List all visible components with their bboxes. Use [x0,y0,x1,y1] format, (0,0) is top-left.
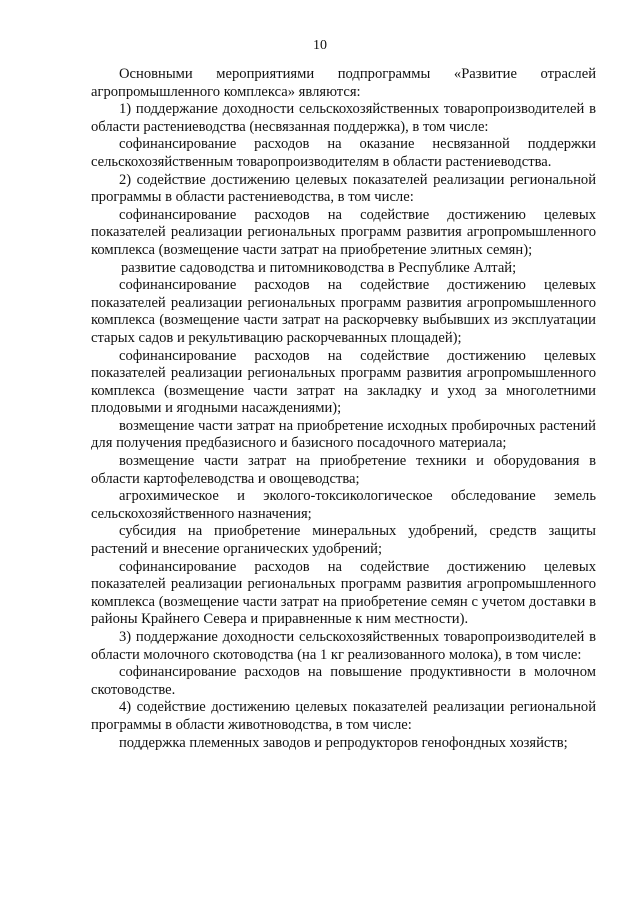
paragraph-subitem: софинансирование расходов на содействие достижению целевых показателей реализации региональных программ развития агропромышленного комплекса (возмещение части затрат на приобретение элитных семян); [91,206,596,258]
paragraph-subitem: софинансирование расходов на оказание несвязанной поддержки сельскохозяйственным товаропроизводителям в области растениеводства. [91,136,596,170]
paragraph-item-4: 4) содействие достижению целевых показателей реализации региональной программы в области животноводства, в том числе: [91,699,596,733]
paragraph-subitem: софинансирование расходов на содействие достижению целевых показателей реализации региональных программ развития агропромышленного комплекса (возмещение части затрат на раскорчевку выбывших из эксплуатации старых садов и рекультивацию раскорчеванных площадей); [91,277,596,346]
paragraph-item-2: 2) содействие достижению целевых показателей реализации региональной программы в области растениеводства, в том числе: [91,171,596,206]
paragraph-subitem: агрохимическое и эколого-токсикологическое обследование земель сельскохозяйственного назначения; [91,488,596,522]
paragraph-subitem: возмещение части затрат на приобретение техники и оборудования в области картофелеводства и овощеводства; [91,453,596,487]
paragraph-subitem: софинансирование расходов на содействие достижению целевых показателей реализации региональных программ развития агропромышленного комплекса (возмещение части затрат на приобретение семян с учетом доставки в районы Крайнего Севера и приравненные к ним местности). [91,558,596,628]
paragraph-subitem: возмещение части затрат на приобретение исходных пробирочных растений для получения предбазисного и базисного посадочного материала; [91,417,596,452]
paragraph-subitem: поддержка племенных заводов и репродукторов генофондных хозяйств; [119,734,568,751]
paragraph-item-1: 1) поддержание доходности сельскохозяйственных товаропроизводителей в области растениеводства (несвязанная поддержка), в том числе: [91,101,596,135]
document-body [91,66,596,752]
paragraph-item-3: 3) поддержание доходности сельскохозяйственных товаропроизводителей в области молочного скотоводства (на 1 кг реализованного молока), в том числе: [91,629,596,663]
paragraph-subitem: развитие садоводства и питомниководства в Республике Алтай; [121,259,517,276]
paragraph-intro: Основными мероприятиями подпрограммы «Развитие отраслей агропромышленного комплекса» являются: [91,66,596,100]
paragraph-subitem: софинансирование расходов на повышение продуктивности в молочном скотоводстве. [91,664,596,698]
page-number: 10 [313,38,327,53]
paragraph-subitem: субсидия на приобретение минеральных удобрений, средств защиты растений и внесение органических удобрений; [91,523,596,558]
paragraph-subitem: софинансирование расходов на содействие достижению целевых показателей реализации региональных программ развития агропромышленного комплекса (возмещение части затрат на закладку и уход за многолетними плодовыми и ягодными насаждениями); [91,347,596,417]
